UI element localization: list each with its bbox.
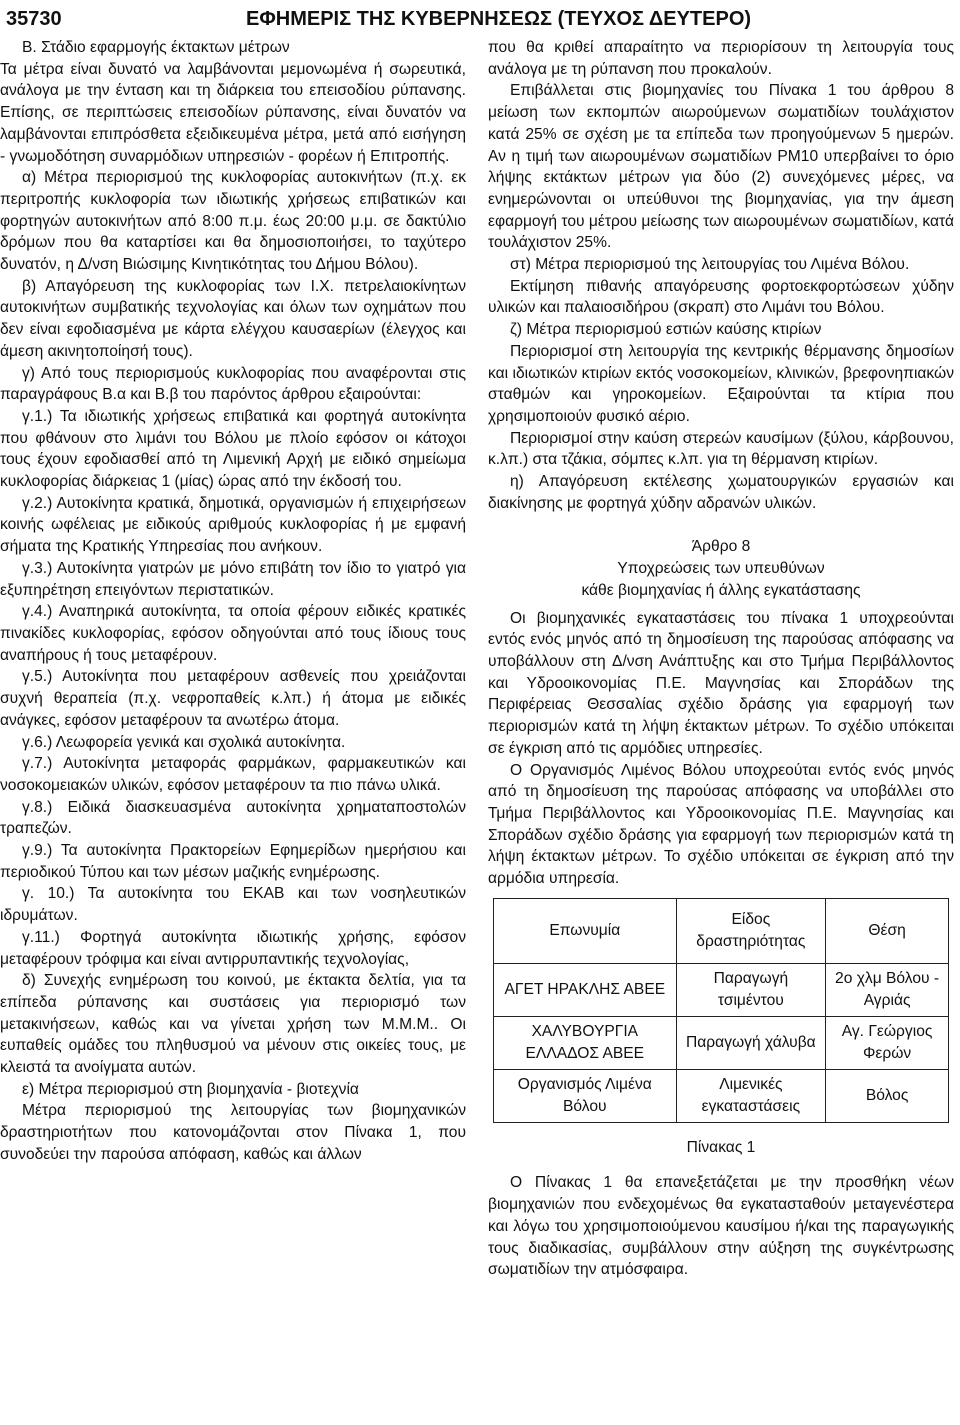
paragraph: Περιορισμοί στην καύση στερεών καυσίμων (ξύλου, κάρβουνου, κ.λπ.) στα τζάκια, σόμπες κ.λπ. για τη θέρμανση κτιρίων.: [488, 429, 954, 469]
paragraph: α) Μέτρα περιορισμού της κυκλοφορίας αυτοκινήτων (π.χ. εκ περιτροπής κυκλοφορία των ιδιωτικής χρήσεως επιβατικών και φορτηγών αυτοκινήτων από 8:00 π.μ. έως 20:00 μ.μ. σε δακτύλιο δρόμων που θα καταρτίσει και θα δημοσιοποιήσει, το ταχύτερο δυνατόν, η Δ/νση Βιώσιμης Κινητικότητας του Δήμου Βόλου).: [0, 169, 466, 274]
paragraph: γ.8.) Ειδικά διασκευασμένα αυτοκίνητα χρηματαποστολών τραπεζών.: [0, 798, 466, 838]
table-header-cell: Επωνυμία: [494, 898, 677, 963]
paragraph: γ) Από τους περιορισμούς κυκλοφορίας που αναφέρονται στις παραγράφους Β.α και Β.β του παρόντος άρθρου εξαιρούνται:: [0, 364, 466, 404]
paragraph: β) Απαγόρευση της κυκλοφορίας των Ι.Χ. πετρελαιοκίνητων αυτοκινήτων συμβατικής τεχνολογίας και όλων των οχημάτων που δεν είναι εφοδιασμένα με κάρτα ελέγχου καυσαερίων (έλεγχος και άμεση ακινητοποίησή τους).: [0, 277, 466, 360]
installations-table: [493, 898, 949, 1123]
paragraph: Μέτρα περιορισμού της λειτουργίας των βιομηχανικών δραστηριοτήτων που κατονομάζονται στον Πίνακα 1, που συνοδεύει την παρούσα απόφαση, καθώς και άλλων: [0, 1102, 466, 1163]
table-cell: Παραγωγή τσιμέντου: [676, 963, 826, 1016]
paragraph: Περιορισμοί στη λειτουργία της κεντρικής θέρμανσης δημοσίων και ιδιωτικών κτιρίων εκτός νοσοκομείων, κλινικών, βρεφονηπιακών σταθμών και γηροκομείων. Εξαιρούνται τα κτίρια που χρησιμοποιούν φυσικό αέριο.: [488, 342, 954, 425]
paragraph: γ.6.) Λεωφορεία γενικά και σχολικά αυτοκίνητα.: [22, 733, 346, 751]
paragraph: που θα κριθεί απαραίτητο να περιορίσουν τη λειτουργία τους ανάλογα με τη ρύπανση που προκαλούν.: [488, 39, 954, 78]
table-cell: Βόλος: [826, 1069, 949, 1122]
paragraph: γ.7.) Αυτοκίνητα μεταφοράς φαρμάκων, φαρμακευτικών και νοσοκομειακών υλικών, εφόσον μεταφέρουν τα πιο πάνω υλικά.: [0, 755, 466, 794]
table-cell: ΑΓΕΤ ΗΡΑΚΛΗΣ ΑΒΕΕ: [494, 963, 677, 1016]
paragraph: γ.2.) Αυτοκίνητα κρατικά, δημοτικά, οργανισμών ή επιχειρήσεων κοινής ωφέλειας με ειδικούς αριθμούς κυκλοφορίας ή με εμφανή σήματα της Κρατικής Υπηρεσίας που ανήκουν.: [0, 494, 466, 556]
table-header-cell: Θέση: [826, 898, 949, 963]
table-cell: ΧΑΛΥΒΟΥΡΓΙΑ ΕΛΛΑΔΟΣ ΑΒΕΕ: [494, 1016, 677, 1069]
paragraph: η) Απαγόρευση εκτέλεσης χωματουργικών εργασιών και διακίνησης με φορτηγά χύδην αδρανών υλικών.: [488, 473, 954, 512]
table-row: [494, 963, 949, 1016]
article-title-line2: κάθε βιομηχανίας ή άλλης εγκατάστασης: [581, 581, 861, 599]
paragraph: Ο Οργανισμός Λιμένος Βόλου υποχρεούται εντός ενός μηνός από τη δημοσίευση της παρούσας απόφασης να υποβάλλει στο Τμήμα Περιβάλλοντος και Υδροοικονομίας Π.Ε. Μαγνησίας και Σποράδων σχέδιο δράσης για εφαρμογή των περιορισμών κατά τη λήψη έκτακτων μέτρων. Το σχέδιο υπόκειται σε έγκριση από την αρμόδια υπηρεσία.: [488, 761, 954, 888]
paragraph: Οι βιομηχανικές εγκαταστάσεις του πίνακα 1 υποχρεούνται εντός ενός μηνός από τη δημοσίευση της παρούσας απόφασης να υποβάλλουν στη Δ/νση Ανάπτυξης και στο Τμήμα Περιβάλλοντος και Υδροοικονομίας Π.Ε. Μαγνησίας και Σποράδων της Περιφέρειας Θεσσαλίας σχέδιο δράσης για εφαρμογή των περιορισμών κατά τη λήψη έκτακτων μέτρων. Το σχέδιο υπόκειται σε έγκριση από τις αρμόδιες υπηρεσίες.: [488, 609, 954, 757]
paragraph: γ.4.) Αναπηρικά αυτοκίνητα, τα οποία φέρουν ειδικές κρατικές πινακίδες κυκλοφορίας, εφόσον οδηγούνται από τους ίδιους τους αναπήρους ή τους μεταφέρουν.: [0, 603, 466, 664]
table-cell: Αγ. Γεώργιος Φερών: [826, 1016, 949, 1069]
table-caption: Πίνακας 1: [686, 1138, 756, 1156]
paragraph: στ) Μέτρα περιορισμού της λειτουργίας του Λιμένα Βόλου.: [510, 256, 910, 274]
gazette-title: ΕΦΗΜΕΡΙΣ ΤΗΣ ΚΥΒΕΡΝΗΣΕΩΣ (ΤΕΥΧΟΣ ΔΕΥΤΕΡΟ): [246, 8, 752, 30]
table-row: [494, 1016, 949, 1069]
paragraph: γ.11.) Φορτηγά αυτοκίνητα ιδιωτικής χρήσης, εφόσον μεταφέρουν τρόφιμα και είναι αντιρρυπαντικής τεχνολογίας,: [0, 928, 466, 968]
page-header: [6, 6, 940, 32]
right-column: [488, 37, 954, 1281]
table-cell: Παραγωγή χάλυβα: [676, 1016, 826, 1069]
table-cell: Λιμενικές εγκαταστάσεις: [676, 1069, 826, 1122]
paragraph: δ) Συνεχής ενημέρωση του κοινού, με έκτακτα δελτία, για τα επίπεδα ρύπανσης και συστάσεις για περιορισμό των μετακινήσεων, καθώς και να γίνεται χρήση των Μ.Μ.Μ.. Οι ευπαθείς ομάδες του πληθυσμού να μένουν στις οικείες τους, με κλειστά τα ανοίγματα αυτών.: [0, 972, 466, 1077]
article-title-line1: Υποχρεώσεις των υπευθύνων: [617, 560, 825, 578]
paragraph: γ. 10.) Τα αυτοκίνητα του ΕΚΑΒ και των νοσηλευτικών ιδρυμάτων.: [0, 885, 466, 925]
paragraph: γ.9.) Τα αυτοκίνητα Πρακτορείων Εφημερίδων ημερήσιου και περιοδικού Τύπου και των μέσων μαζικής ενημέρωσης.: [0, 842, 466, 881]
article-number: Άρθρο 8: [691, 538, 751, 556]
table-cell: 2ο χλμ Βόλου - Αγριάς: [826, 963, 949, 1016]
paragraph: ζ) Μέτρα περιορισμού εστιών καύσης κτιρίων: [510, 321, 822, 339]
paragraph: γ.3.) Αυτοκίνητα γιατρών με μόνο επιβάτη τον ίδιο το γιατρό για εξυπηρέτηση επειγόντων περιστατικών.: [0, 559, 466, 599]
paragraph: Εκτίμηση πιθανής απαγόρευσης φορτοεκφορτώσεων χύδην υλικών και παλαιοσιδήρου (σκραπ) στο Λιμάνι του Βόλου.: [488, 277, 954, 317]
paragraph: γ.5.) Αυτοκίνητα που μεταφέρουν ασθενείς που χρειάζονται συχνή θεραπεία (π.χ. νεφροπαθείς κ.λπ.) ή άτομα με ειδικές ανάγκες, εφόσον μεταφέρουν τα ανωτέρω άτομα.: [0, 668, 466, 729]
paragraph: Β. Στάδιο εφαρμογής έκτακτων μέτρων: [22, 39, 290, 56]
table-header-row: [494, 898, 949, 963]
paragraph: γ.1.) Τα ιδιωτικής χρήσεως επιβατικά και φορτηγά αυτοκίνητα που φθάνουν στο λιμάνι του Βόλου με πλοίο εφόσον οι κάτοχοι τους έχουν εφοδιασθεί από τη Λιμενική Αρχή με ειδικό σημείωμα κυκλοφορίας διάρκειας 1 (μίας) ώρας από την έκδοσή του.: [0, 407, 466, 491]
table-header-cell: Είδος δραστηριότητας: [676, 898, 826, 963]
paragraph: Ο Πίνακας 1 θα επανεξετάζεται με την προσθήκη νέων βιομηχανιών που ενδεχομένως θα εγκατασταθούν μεταγενέστερα και λόγω του χρησιμοποιούμενου καυσίμου ή/και της παραγωγικής τους διαδικασίας, συμβάλλουν στην αύξηση της συγκέντρωσης σωματιδίων την ατμόσφαιρα.: [488, 1174, 954, 1279]
table-cell: Οργανισμός Λιμένα Βόλου: [494, 1069, 677, 1122]
paragraph: ε) Μέτρα περιορισμού στη βιομηχανία - βιοτεχνία: [22, 1080, 359, 1098]
page-number: 35730: [6, 8, 62, 30]
paragraph: Τα μέτρα είναι δυνατό να λαμβάνονται μεμονωμένα ή σωρευτικά, ανάλογα με την ένταση και τη διάρκεια του επεισοδίου ρύπανσης. Επίσης, σε περιπτώσεις επεισοδίων ρύπανσης, είναι δυνατόν να λαμβάνονται επιπρόσθετα εξειδικευμένα μέτρα, μετά από εισήγηση - γνωμοδότηση συναρμόδιων υπηρεσιών - φορέων ή Επιτροπής.: [0, 60, 466, 165]
table-row: [494, 1069, 949, 1122]
paragraph: Επιβάλλεται στις βιομηχανίες του Πίνακα 1 του άρθρου 8 μείωση των εκπομπών αιωρούμενων σωματιδίων τουλάχιστον κατά 25% σε σχέση με τα επίπεδα των προηγούμενων 5 ημερών. Αν η τιμή των αιωρουμένων σωματιδίων ΡΜ10 υπερβαίνει το όριο λήψης εκτάκτων μέτρων για δύο (2) συνεχόμενες μέρες, να ενημερώνονται οι υπεύθυνοι της βιομηχανίας, για την άμεση εφαρμογή του μέτρου μείωσης των αιωρουμένων σωματιδίων, κατά τουλάχιστον 25%.: [488, 82, 954, 252]
left-column: [0, 37, 466, 1166]
